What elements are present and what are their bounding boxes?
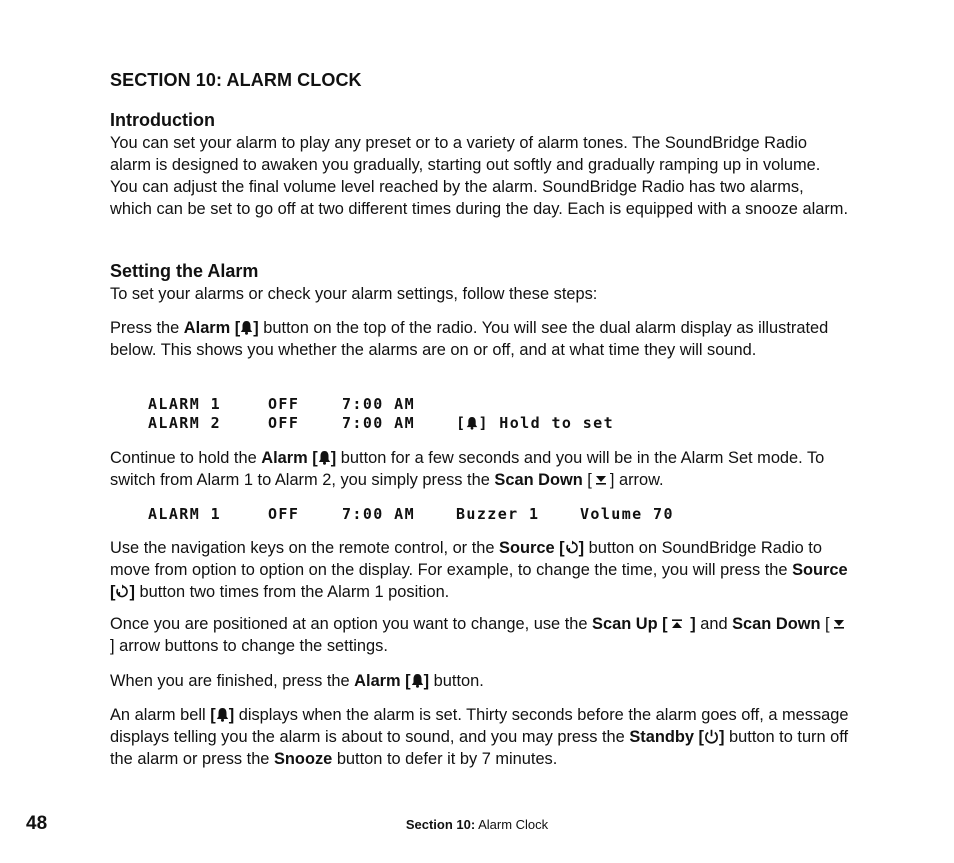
setting-steps-intro: To set your alarms or check your alarm settings, follow these steps: [110, 285, 598, 303]
scan-down-arrow-icon [832, 618, 846, 630]
page-footer: Section 10: Alarm Clock [405, 817, 549, 832]
lcd-alarm-time: 7:00 AM [342, 395, 416, 413]
step-change-settings: Once you are positioned at an option you want to change, use the Scan Up [ ] and Scan Down [] arrow buttons to change the settings. [110, 613, 850, 657]
step-finish: When you are finished, press the Alarm [ ] button. [110, 672, 484, 690]
alarm-display-row-1 [148, 395, 608, 415]
alarm-button-label: Alarm [ ] [183, 319, 259, 337]
lcd-hold-hint: [ ] Hold to set [456, 414, 615, 432]
standby-button-label: Standby [ ] [629, 728, 725, 746]
page-number: 48 [26, 813, 48, 834]
lcd-alarm-state: OFF [268, 505, 300, 523]
lcd-alarm-state: OFF [268, 414, 300, 432]
lcd-alarm-time: 7:00 AM [342, 414, 416, 432]
bell-icon [216, 707, 229, 722]
alarm-bell-label: [ ] [210, 706, 235, 724]
introduction-body: You can set your alarm to play any preset or to a variety of alarm tones. The SoundBridge Radio alarm is designed to awaken you gradually, starting out softly and gradually ramping up in volume. You can adjust the final volume level reached by the alarm. SoundBridge Radio has two alarms, which can be set to go off at two different times during the day. Each is equipped with a snooze alarm. [110, 134, 849, 218]
lcd-alarm-time: 7:00 AM [342, 505, 416, 523]
setting-alarm-heading: Setting the Alarm [110, 261, 259, 281]
section-title: SECTION 10: ALARM CLOCK [110, 70, 362, 90]
bell-icon [240, 320, 253, 335]
introduction-heading: Introduction [110, 110, 215, 130]
alarm-set-display [148, 505, 708, 525]
source-button-label: Source [ ] [499, 539, 585, 557]
source-cycle-icon [565, 540, 579, 555]
step-press-alarm: Press the Alarm [ ] button on the top of the radio. You will see the dual alarm display as illustrated below. This shows you whether the alarms are on or off, and at what time they will sound. [110, 319, 829, 359]
power-icon [704, 729, 719, 744]
lcd-alarm-state: OFF [268, 395, 300, 413]
lcd-alarm-name: ALARM 1 [148, 505, 222, 523]
alarm-button-label: Alarm [ ] [261, 449, 337, 467]
lcd-alarm-name: ALARM 1 [148, 395, 222, 413]
step-alarm-bell-info: An alarm bell [ ] displays when the alarm is set. Thirty seconds before the alarm goes off, a message displays telling you the alarm is about to sound, and you may press the Standby [ ] button to turn off the alarm or press the Snooze button to defer it by 7 minutes. [110, 706, 849, 768]
source-cycle-icon [115, 584, 129, 599]
lcd-alarm-name: ALARM 2 [148, 414, 222, 432]
alarm-button-label: Alarm [ ] [354, 672, 430, 690]
alarm-display-row-2 [148, 414, 615, 434]
scan-down-label: Scan Down [494, 471, 583, 489]
bell-icon [466, 416, 478, 430]
step-navigate-options: Use the navigation keys on the remote control, or the Source [ ] button on SoundBridge Radio to move from option to option on the display. For example, to change the time, you will press the Source [ ] button two times from the Alarm 1 position. [110, 539, 848, 601]
scan-down-arrow-icon [594, 474, 608, 486]
bell-icon [411, 673, 424, 688]
lcd-alarm-tone: Buzzer 1 [456, 505, 540, 523]
source-button-label: Source [ ] [110, 561, 848, 601]
lcd-alarm-volume: Volume 70 [580, 505, 674, 523]
scan-down-label: Scan Down [732, 615, 821, 633]
scan-up-arrow-icon [670, 618, 684, 630]
bell-icon [318, 450, 331, 465]
step-hold-alarm: Continue to hold the Alarm [ ] button for a few seconds and you will be in the Alarm Set mode. To switch from Alarm 1 to Alarm 2, you simply press the Scan Down [ ] arrow. [110, 449, 825, 489]
scan-up-label: Scan Up [ ] [592, 615, 696, 633]
snooze-button-label: Snooze [273, 750, 333, 768]
